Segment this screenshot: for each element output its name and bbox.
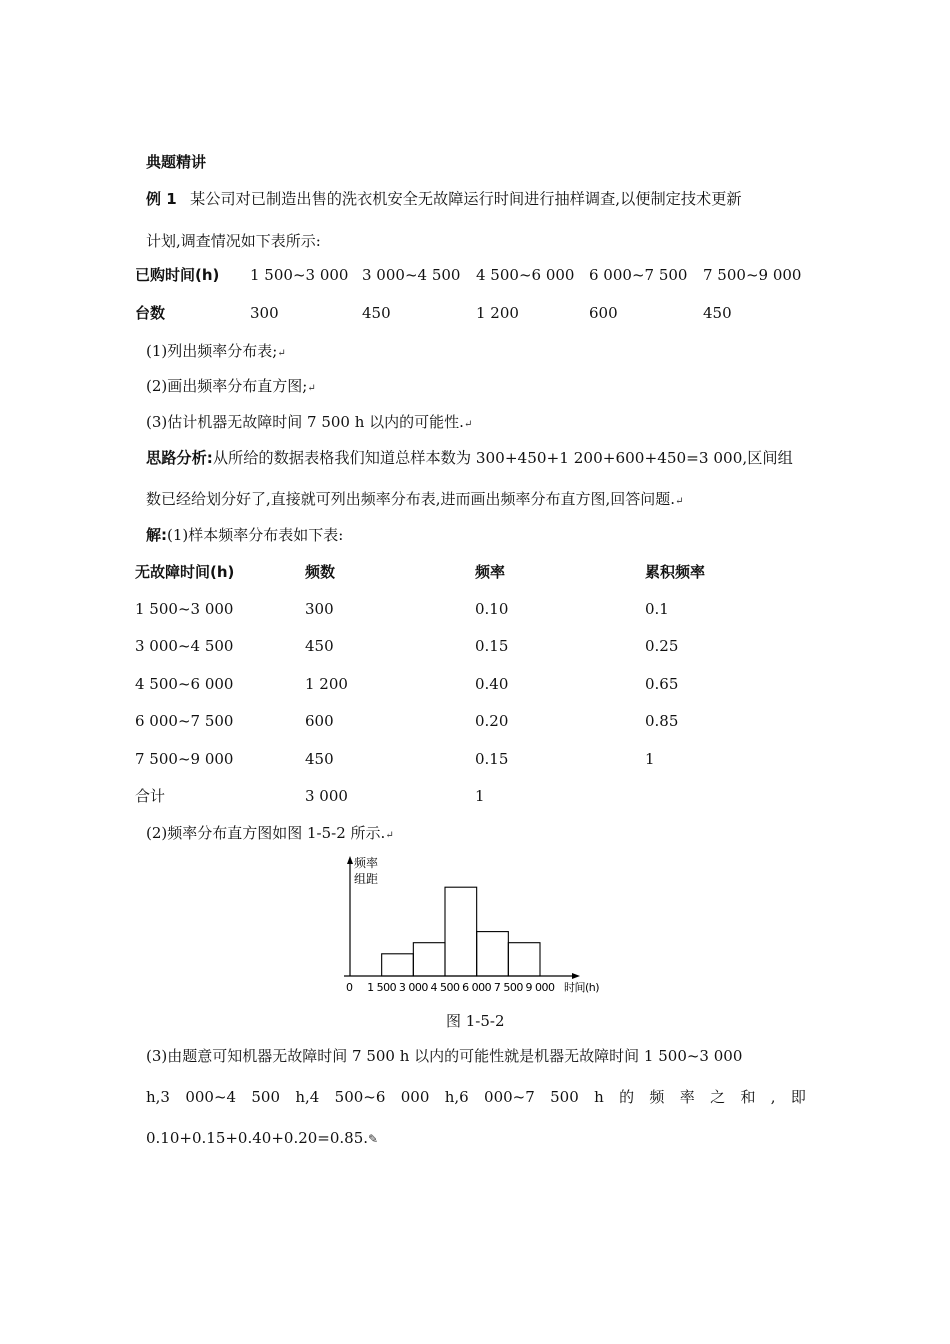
solution-line1: 解:(1)样本频率分布表如下表: <box>146 526 344 544</box>
figure-caption: 图 1-5-2 <box>446 1012 505 1030</box>
question-2: (2)画出频率分布直方图;↵ <box>146 377 316 395</box>
table1-count: 450 <box>703 304 732 322</box>
example-line2: 计划,调查情况如下表所示: <box>146 232 321 250</box>
part3-line2-word: h,4 <box>295 1088 320 1106</box>
table1-count: 300 <box>250 304 279 322</box>
table2-cell: 0.15 <box>475 750 509 768</box>
y-axis-arrow-icon <box>347 856 353 864</box>
y-axis-label: 频率 <box>354 856 379 870</box>
table1-count: 1 200 <box>476 304 519 322</box>
table1-interval: 7 500~9 000 <box>703 266 802 284</box>
x-tick-label: 1 500 <box>367 981 397 994</box>
example-line1: 某公司对已制造出售的洗衣机安全无故障运行时间进行抽样调查,以便制定技术更新 <box>190 190 742 208</box>
part3-line2-word: 率 <box>679 1088 695 1106</box>
histogram-bar <box>382 954 414 976</box>
table2-cell: 0.65 <box>645 675 679 693</box>
question-1: (1)列出频率分布表;↵ <box>146 342 286 360</box>
histogram-bar <box>477 932 509 976</box>
table2-cell: 合计 <box>135 787 166 805</box>
table2-header: 累积频率 <box>645 563 706 581</box>
table2-cell: 4 500~6 000 <box>135 675 234 693</box>
table2-cell: 600 <box>305 712 334 730</box>
table1-interval: 4 500~6 000 <box>476 266 575 284</box>
table2-cell: 1 500~3 000 <box>135 600 234 618</box>
part3-line2-word: h,3 <box>146 1088 170 1106</box>
table2-cell: 0.20 <box>475 712 509 730</box>
part3-line2-word: 500 <box>251 1088 281 1106</box>
table1-count: 600 <box>589 304 618 322</box>
part3-line2-word: 000 <box>400 1088 430 1106</box>
table2-cell: 0.15 <box>475 637 509 655</box>
analysis-line2: 数已经给划分好了,直接就可列出频率分布表,进而画出频率分布直方图,回答问题.↵ <box>146 490 684 508</box>
paragraph-mark: ↵ <box>463 419 473 430</box>
part3-line2-word: 即 <box>790 1088 806 1106</box>
paragraph-mark: ↵ <box>385 830 394 841</box>
part3-line3: 0.10+0.15+0.40+0.20=0.85.✎ <box>146 1129 379 1147</box>
table2-cell: 6 000~7 500 <box>135 712 234 730</box>
part3-line2-word: 500 <box>550 1088 579 1106</box>
table2-cell: 3 000~4 500 <box>135 637 234 655</box>
part2-text: (2)频率分布直方图如图 1-5-2 所示.↵ <box>146 824 394 842</box>
part3-line2-word: 和 <box>740 1088 756 1106</box>
table2-cell: 450 <box>305 637 334 655</box>
x-axis-label: 时间(h) <box>564 981 600 994</box>
section-title: 典题精讲 <box>146 153 207 171</box>
table2-header: 频率 <box>475 563 506 581</box>
table2-cell: 0.40 <box>475 675 509 693</box>
histogram-bar <box>413 943 445 976</box>
table2-cell: 0.85 <box>645 712 679 730</box>
histogram-bar <box>445 887 477 976</box>
part3-line2-word: h,6 <box>444 1088 469 1106</box>
table2-header: 频数 <box>305 563 336 581</box>
table2-cell: 450 <box>305 750 334 768</box>
table2-cell: 0.25 <box>645 637 679 655</box>
table1-interval: 3 000~4 500 <box>362 266 461 284</box>
y-axis-label: 组距 <box>354 872 379 886</box>
x-tick-label: 3 000 <box>398 981 428 994</box>
table1-row-label-time: 已购时间(h) <box>135 266 220 284</box>
table2-cell: 1 200 <box>305 675 348 693</box>
part3-line2-word: 000~4 <box>185 1088 237 1106</box>
x-tick-label: 7 500 <box>493 981 523 994</box>
table2-cell: 0.10 <box>475 600 509 618</box>
table2-cell: 7 500~9 000 <box>135 750 234 768</box>
part3-line2-word: 频 <box>649 1088 665 1106</box>
analysis-line1: 思路分析:从所给的数据表格我们知道总样本数为 300+450+1 200+600+450=3 000,区间组 <box>146 449 793 467</box>
table1-count: 450 <box>362 304 391 322</box>
histogram-bar <box>508 943 540 976</box>
part3-line1: (3)由题意可知机器无故障时间 7 500 h 以内的可能性就是机器无故障时间 1 500~3 000 <box>146 1047 743 1065</box>
end-mark-icon: ✎ <box>368 1132 379 1146</box>
example-label: 例 1 <box>146 190 177 208</box>
table2-cell: 300 <box>305 600 334 618</box>
x-tick-label: 6 000 <box>462 981 492 994</box>
table2-cell: 1 <box>475 787 485 805</box>
x-axis-arrow-icon <box>572 973 580 979</box>
solution-label: 解: <box>146 526 167 544</box>
part3-line2-word: , <box>770 1088 776 1106</box>
paragraph-mark: ↵ <box>307 383 316 394</box>
table2-cell: 1 <box>645 750 655 768</box>
part3-line2-word: 000~7 <box>484 1088 535 1106</box>
part3-line2-word: 的 <box>619 1088 635 1106</box>
table2-header: 无故障时间(h) <box>135 563 235 581</box>
part3-line2-word: 之 <box>710 1088 726 1106</box>
x-tick-label: 9 000 <box>525 981 555 994</box>
paragraph-mark: ↵ <box>675 496 684 507</box>
histogram-chart <box>330 850 620 1000</box>
x-tick-label: 4 500 <box>430 981 460 994</box>
paragraph-mark: ↵ <box>277 348 286 359</box>
x-tick-label: 0 <box>346 981 353 994</box>
table2-cell: 3 000 <box>305 787 348 805</box>
table1-row-label-count: 台数 <box>135 304 166 322</box>
part3-line2-word: 500~6 <box>334 1088 386 1106</box>
analysis-label: 思路分析: <box>146 449 213 467</box>
table1-interval: 6 000~7 500 <box>589 266 688 284</box>
part3-line2 <box>146 1087 806 1107</box>
table1-interval: 1 500~3 000 <box>250 266 349 284</box>
part3-line2-word: h <box>594 1088 604 1106</box>
table2-cell: 0.1 <box>645 600 669 618</box>
question-3: (3)估计机器无故障时间 7 500 h 以内的可能性.↵ <box>146 413 473 431</box>
